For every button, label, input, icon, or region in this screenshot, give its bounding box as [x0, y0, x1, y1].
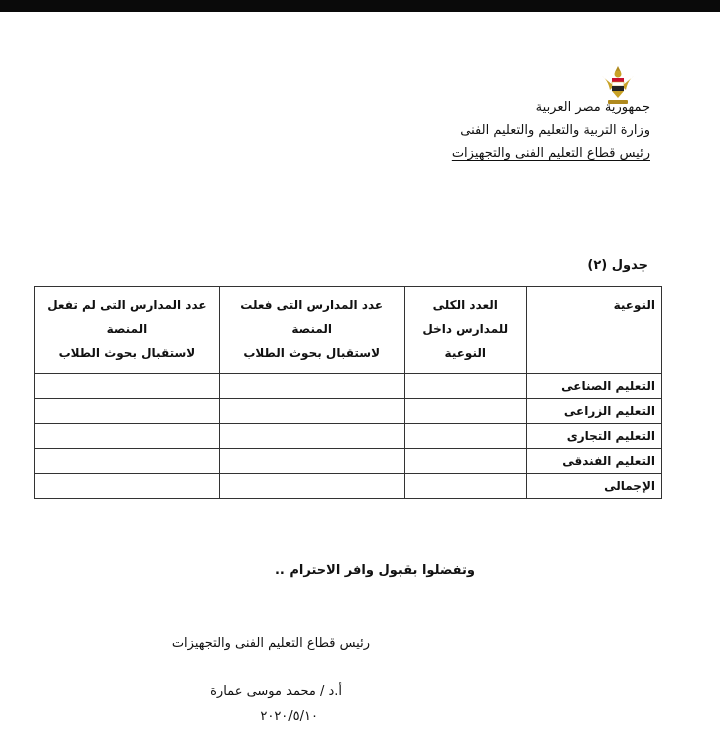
active-cell	[219, 399, 404, 424]
column-header-type: النوعية	[526, 287, 661, 374]
signature-date: ٢٠٢٠/٥/١٠	[260, 709, 318, 724]
active-cell	[219, 474, 404, 499]
signature-title: رئيس قطاع التعليم الفنى والتجهيزات	[171, 636, 370, 651]
signature-name: أ.د / محمد موسى عمارة	[210, 684, 342, 699]
row-label: التعليم الفندقى	[526, 449, 661, 474]
table-row	[35, 449, 662, 474]
schools-table	[34, 286, 662, 499]
letterhead-department: رئيس قطاع التعليم الفنى والتجهيزات	[451, 146, 650, 161]
total-cell	[404, 374, 526, 399]
total-cell	[404, 424, 526, 449]
column-header-inactive: عدد المدارس التى لم تفعل المنصة لاستقبال بحوث الطلاب	[35, 287, 220, 374]
total-cell	[404, 449, 526, 474]
row-label: التعليم الصناعى	[526, 374, 661, 399]
row-label: التعليم الزراعى	[526, 399, 661, 424]
table-header-row	[35, 287, 662, 374]
table-row	[35, 399, 662, 424]
active-cell	[219, 424, 404, 449]
top-dark-bar	[0, 0, 720, 12]
table-caption: جدول (٢)	[587, 258, 648, 273]
total-cell	[404, 474, 526, 499]
column-header-total: العدد الكلى للمدارس داخل النوعية	[404, 287, 526, 374]
inactive-cell	[35, 474, 220, 499]
column-header-active: عدد المدارس التى فعلت المنصة لاستقبال بحوث الطلاب	[219, 287, 404, 374]
inactive-cell	[35, 374, 220, 399]
active-cell	[219, 449, 404, 474]
row-label: التعليم التجارى	[526, 424, 661, 449]
letterhead-country: جمهورية مصر العربية	[535, 100, 650, 115]
inactive-cell	[35, 399, 220, 424]
letterhead	[452, 96, 650, 165]
inactive-cell	[35, 449, 220, 474]
closing-text: وتفضلوا بقبول وافر الاحترام ..	[274, 563, 475, 578]
active-cell	[219, 374, 404, 399]
table-row	[35, 474, 662, 499]
table-row	[35, 374, 662, 399]
table-row	[35, 424, 662, 449]
total-cell	[404, 399, 526, 424]
letterhead-ministry: وزارة التربية والتعليم والتعليم الفنى	[460, 123, 650, 138]
row-label-total: الإجمالى	[526, 474, 661, 499]
inactive-cell	[35, 424, 220, 449]
